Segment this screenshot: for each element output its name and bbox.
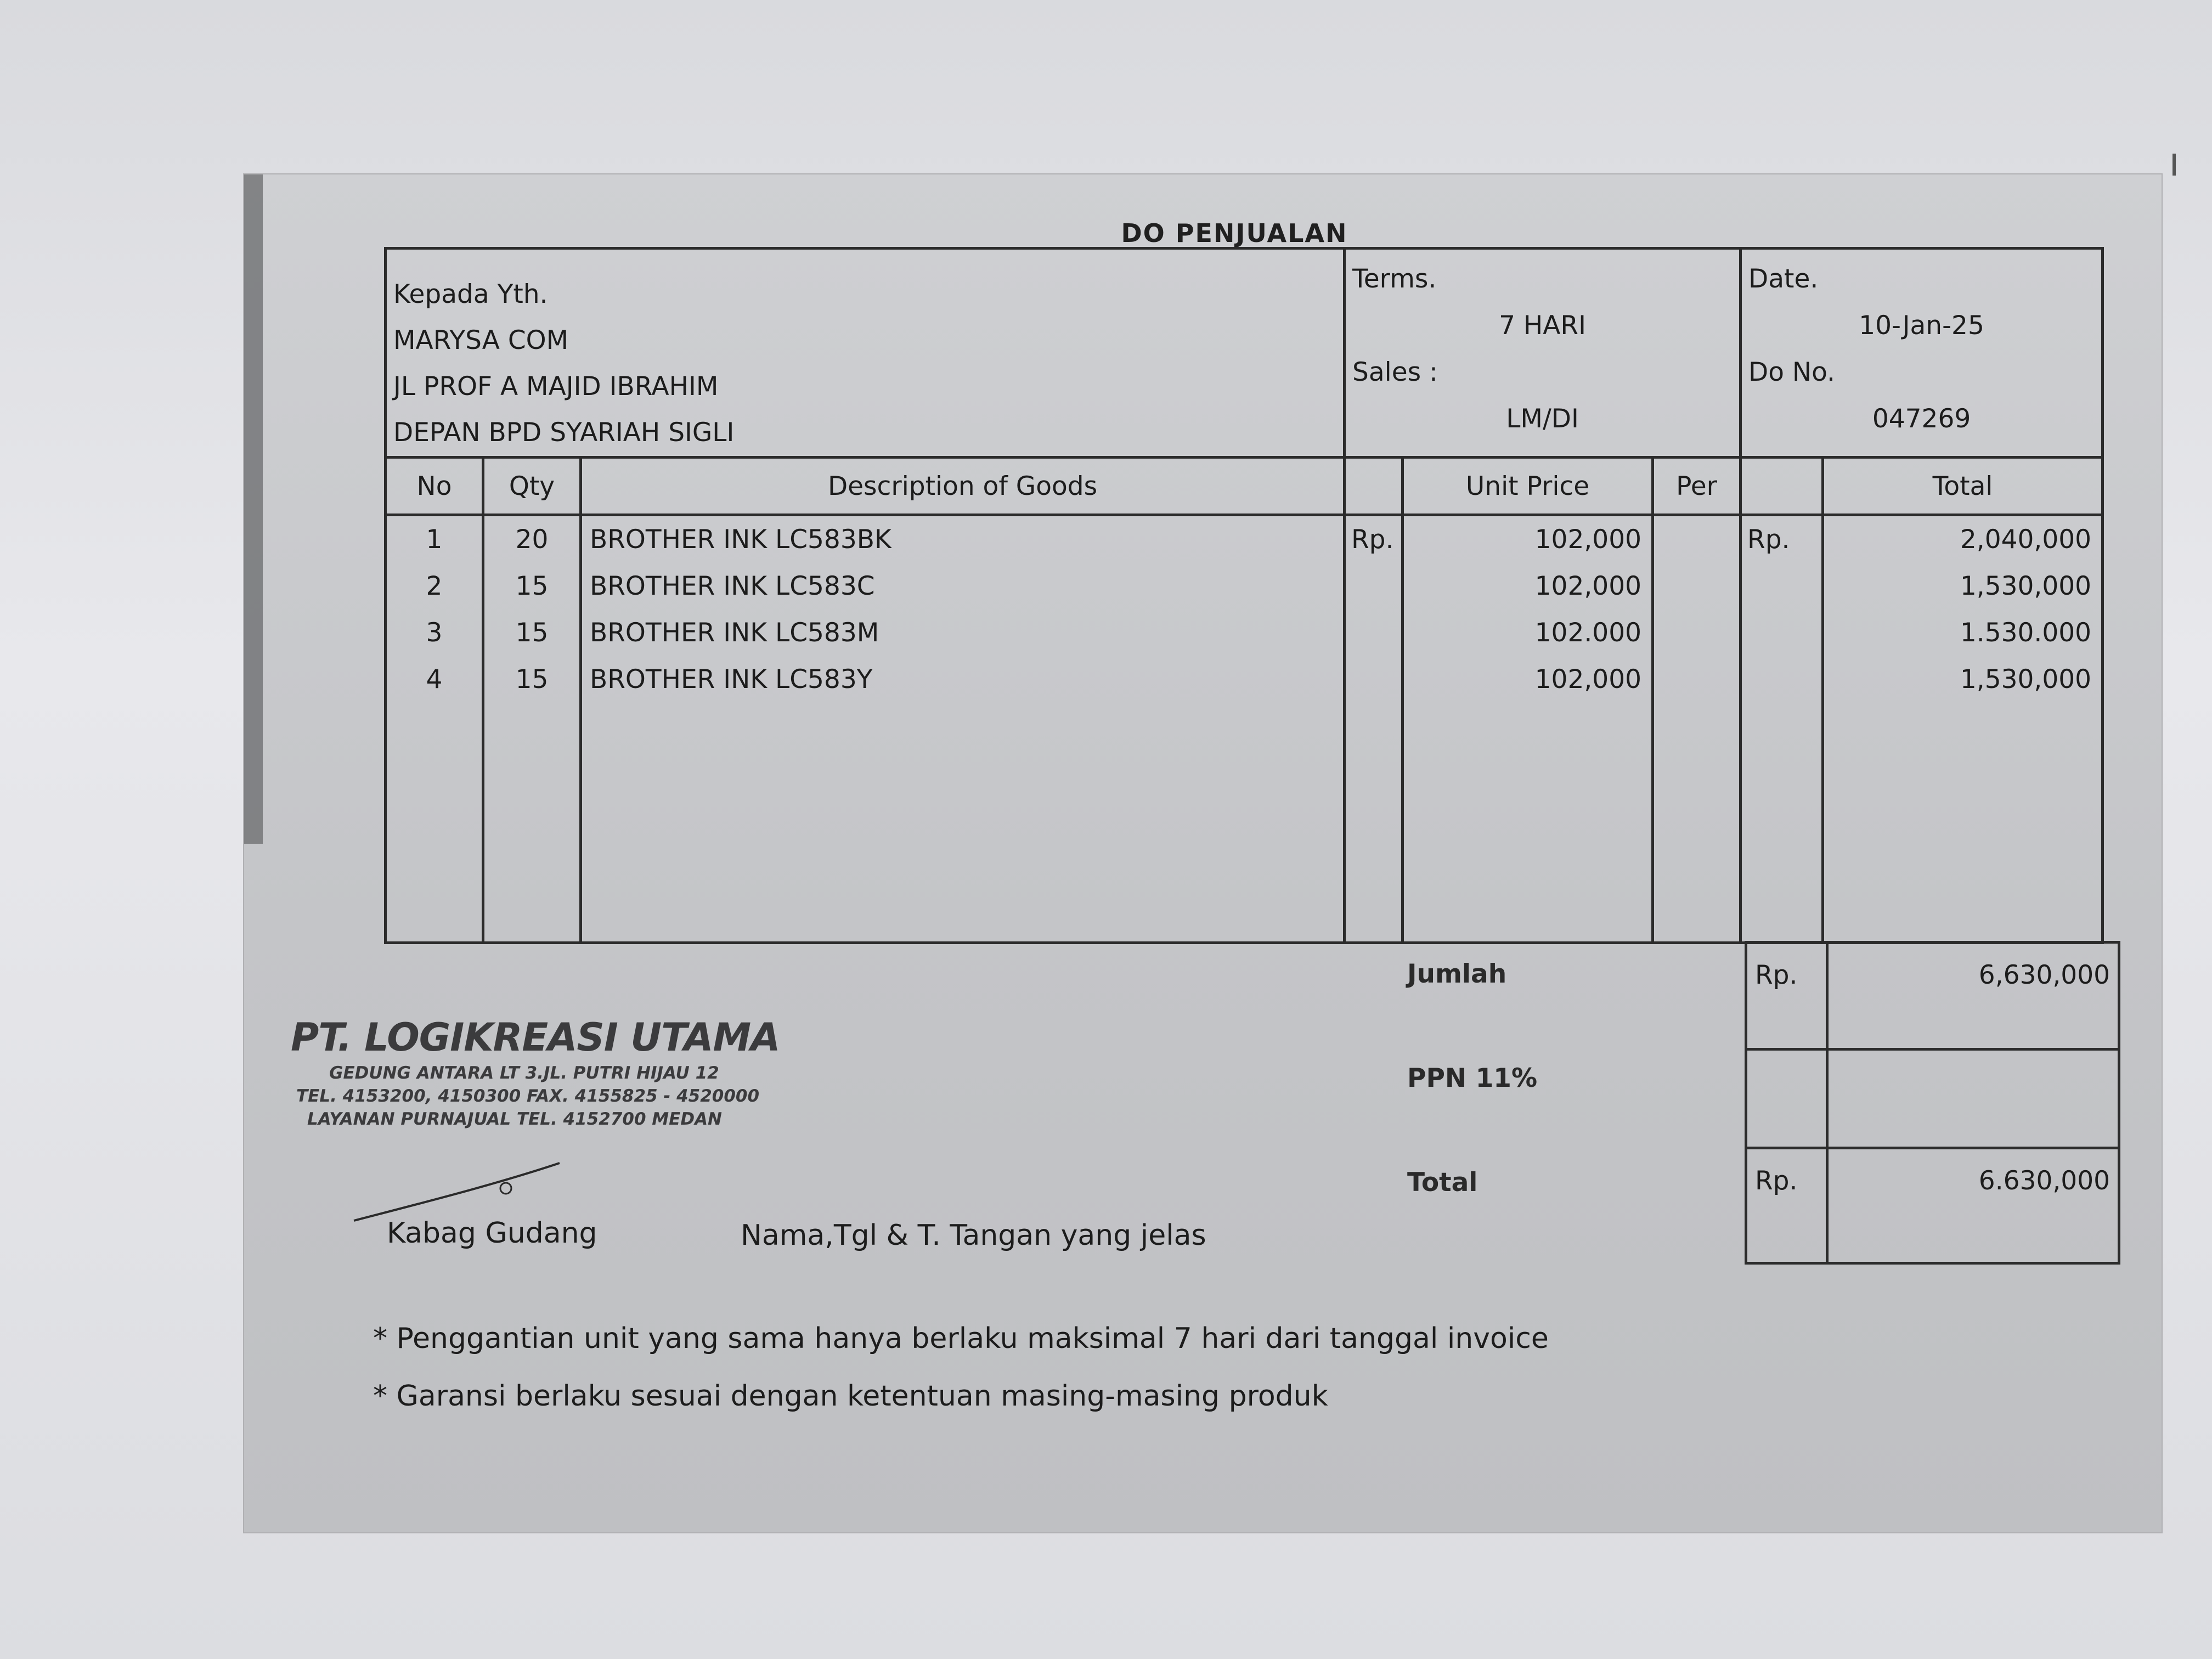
date-label: Date. — [1748, 264, 1819, 294]
company-stamp — [291, 1015, 785, 1129]
delivery-order-table — [384, 247, 2104, 944]
col-header-qty: Qty — [483, 458, 581, 515]
item-total: 1.530.000 — [1960, 618, 2092, 648]
date-value: 10-Jan-25 — [1859, 311, 1984, 341]
grand-total-currency: Rp. — [1746, 1148, 1827, 1263]
grand-total-value: 6.630,000 — [1827, 1148, 2119, 1263]
item-qty: 15 — [515, 618, 549, 648]
do-number-label: Do No. — [1748, 357, 1835, 387]
photo-edge — [2172, 154, 2176, 176]
warehouse-head-label: Kabag Gudang — [387, 1217, 597, 1250]
item-no: 4 — [426, 664, 443, 695]
no-column — [386, 515, 483, 943]
item-no: 3 — [426, 618, 443, 648]
sales-value: LM/DI — [1506, 404, 1579, 434]
item-unit-price: 102.000 — [1534, 618, 1642, 648]
unit-price-currency: Rp. — [1351, 524, 1394, 555]
item-total: 2,040,000 — [1960, 524, 2092, 555]
currency-column — [1345, 515, 1403, 943]
recipient-label: Kepada Yth. — [393, 279, 548, 309]
col-header-currency — [1345, 458, 1403, 515]
description-column — [581, 515, 1345, 943]
stamp-address-line: GEDUNG ANTARA LT 3.JL. PUTRI HIJAU 12 — [329, 1063, 719, 1083]
jumlah-value: 6,630,000 — [1827, 943, 2119, 1049]
terms-label: Terms. — [1352, 264, 1437, 294]
stamp-phone-line: TEL. 4153200, 4150300 FAX. 4155825 - 4520000 — [296, 1086, 760, 1106]
item-description: BROTHER INK LC583C — [590, 571, 875, 601]
terms-value: 7 HARI — [1499, 311, 1586, 341]
grand-total-label: Total — [1407, 1167, 1478, 1198]
col-header-currency-total — [1741, 458, 1823, 515]
item-no: 1 — [426, 524, 443, 555]
item-qty: 20 — [515, 524, 549, 555]
terms-sales-block — [1345, 249, 1741, 458]
qty-column — [483, 515, 581, 943]
item-qty: 15 — [515, 664, 549, 695]
item-description: BROTHER INK LC583Y — [590, 664, 873, 695]
ppn-label: PPN 11% — [1407, 1063, 1538, 1093]
col-header-total: Total — [1823, 458, 2103, 515]
document-title: DO PENJUALAN — [1121, 218, 1348, 248]
item-unit-price: 102,000 — [1534, 664, 1642, 695]
stamp-company-name: PT. LOGIKREASI UTAMA — [291, 1015, 780, 1060]
unit-price-column — [1403, 515, 1653, 943]
item-no: 2 — [426, 571, 443, 601]
summary-table — [1745, 941, 2120, 1265]
ppn-currency — [1746, 1049, 1827, 1148]
item-qty: 15 — [515, 571, 549, 601]
item-description: BROTHER INK LC583M — [590, 618, 879, 648]
per-column — [1653, 515, 1741, 943]
total-currency: Rp. — [1747, 524, 1790, 555]
item-unit-price: 102,000 — [1534, 571, 1642, 601]
stamp-service-line: LAYANAN PURNAJUAL TEL. 4152700 MEDAN — [307, 1109, 723, 1129]
item-description: BROTHER INK LC583BK — [590, 524, 891, 555]
ppn-value — [1827, 1049, 2119, 1148]
col-header-per: Per — [1653, 458, 1741, 515]
currency-total-column — [1741, 515, 1823, 943]
date-do-block — [1741, 249, 2103, 458]
jumlah-currency: Rp. — [1746, 943, 1827, 1049]
recipient-address-line1: JL PROF A MAJID IBRAHIM — [393, 371, 719, 402]
note-warranty: * Garansi berlaku sesuai dengan ketentuan masing-masing produk — [373, 1380, 1328, 1413]
note-replacement: * Penggantian unit yang sama hanya berlaku maksimal 7 hari dari tanggal invoice — [373, 1322, 1549, 1355]
sales-label: Sales : — [1352, 357, 1438, 387]
receiver-signature-label: Nama,Tgl & T. Tangan yang jelas — [741, 1219, 1206, 1252]
recipient-block — [386, 249, 1345, 458]
sheet-edge-shadow — [244, 174, 263, 844]
do-number-value: 047269 — [1872, 404, 1971, 434]
col-header-unit-price: Unit Price — [1403, 458, 1653, 515]
item-total: 1,530,000 — [1960, 571, 2092, 601]
jumlah-label: Jumlah — [1407, 959, 1507, 989]
recipient-address-line2: DEPAN BPD SYARIAH SIGLI — [393, 417, 735, 448]
item-total: 1,530,000 — [1960, 664, 2092, 695]
item-unit-price: 102,000 — [1534, 524, 1642, 555]
recipient-name: MARYSA COM — [393, 325, 569, 356]
col-header-description: Description of Goods — [581, 458, 1345, 515]
col-header-no: No — [386, 458, 483, 515]
total-column — [1823, 515, 2103, 943]
